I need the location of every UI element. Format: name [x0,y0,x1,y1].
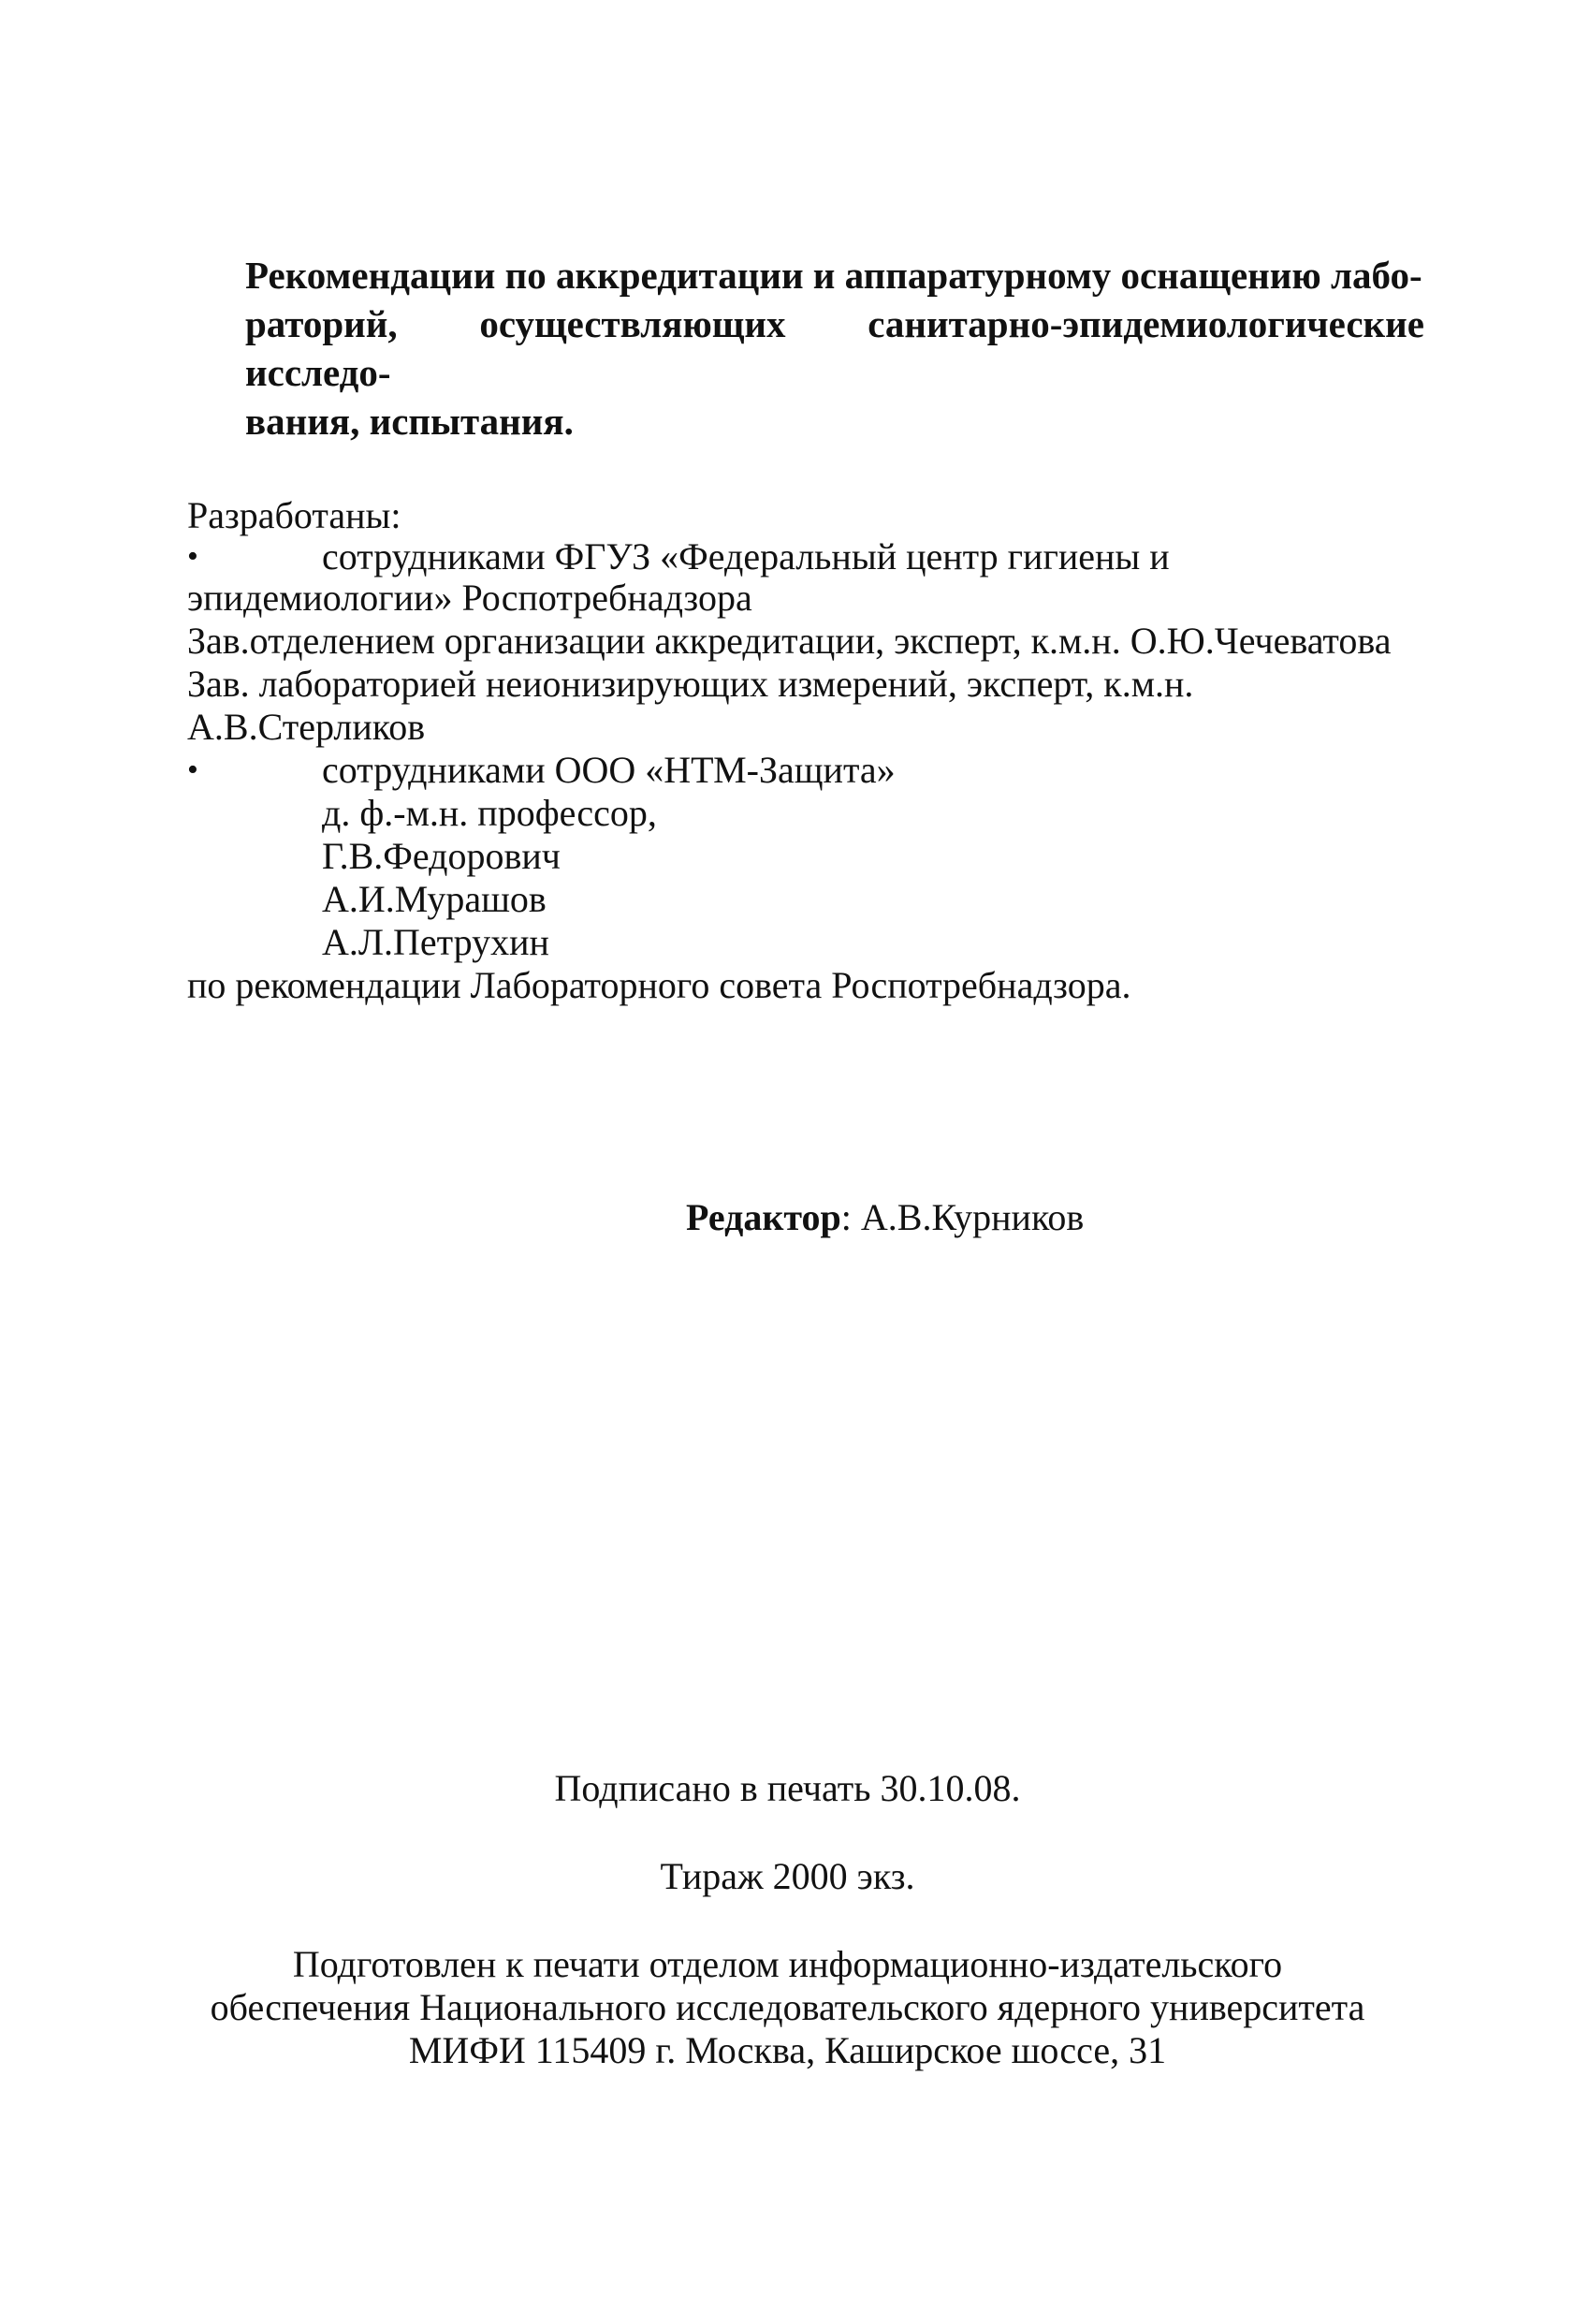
group1-line-1: сотрудниками ФГУЗ «Федеральный центр гигиены и [322,535,1170,577]
bullet-2: • [187,753,198,787]
signed-line: Подписано в печать 30.10.08. [554,1767,1021,1809]
editor-line [686,1196,1084,1239]
group2-member: д. ф.-м.н. профессор, [322,792,657,834]
group1-line-2: эпидемиологии» Роспотребнадзора [187,577,752,619]
prepared-line-3: МИФИ 115409 г. Москва, Каширское шоссе, 31 [408,2029,1167,2071]
editor-label: Редактор [686,1196,841,1238]
title-line-1: Рекомендации по аккредитации и аппаратурному оснащению лабо- [245,254,1422,297]
document-title [245,251,1424,446]
editor-name: А.В.Курников [851,1196,1085,1238]
group2-member: Г.В.Федорович [322,835,561,877]
group1-person-2-line-2: А.В.Стерликов [187,706,426,748]
group2-line-1: сотрудниками ООО «НТМ-Защита» [322,749,896,791]
circulation-line: Тираж 2000 экз. [660,1855,915,1897]
recommendation-line: по рекомендации Лабораторного совета Роспотребнадзора. [187,964,1131,1006]
group2-member: А.Л.Петрухин [322,921,549,963]
title-line-2: раторий, осуществляющих санитарно-эпидемиологические исследо- [245,302,1424,394]
developed-heading: Разработаны: [187,494,401,536]
group1-person-2-line-1: Зав. лабораторией неионизирующих измерений, эксперт, к.м.н. [187,663,1194,705]
editor-separator: : [840,1196,852,1238]
prepared-line-1: Подготовлен к печати отделом информационно-издательского [292,1943,1283,1985]
group1-person-1: Зав.отделением организации аккредитации, эксперт, к.м.н. О.Ю.Чечеватова [187,620,1392,662]
bullet-1: • [187,539,198,574]
group2-member: А.И.Мурашов [322,878,547,920]
prepared-line-2: обеспечения Национального исследовательского ядерного университета [210,1986,1365,2028]
title-line-3: вания, испытания. [245,400,574,443]
